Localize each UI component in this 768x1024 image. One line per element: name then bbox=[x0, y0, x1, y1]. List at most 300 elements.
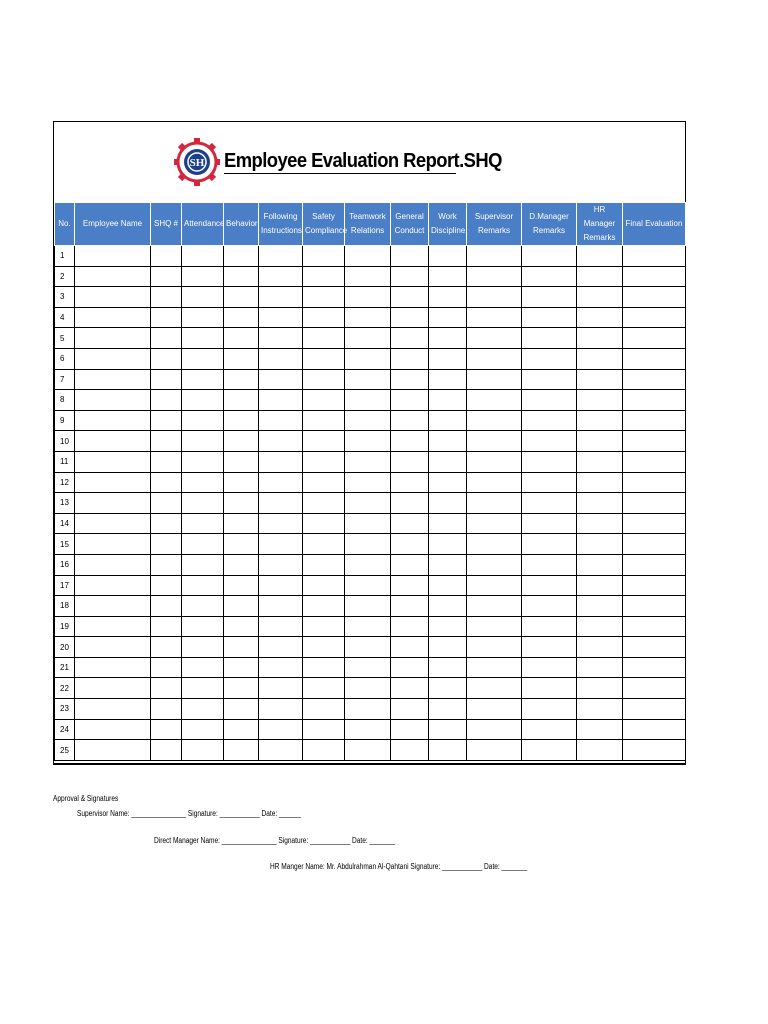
table-cell[interactable] bbox=[75, 616, 151, 637]
table-cell[interactable] bbox=[345, 246, 391, 267]
table-cell[interactable] bbox=[577, 596, 623, 617]
table-cell[interactable] bbox=[75, 699, 151, 720]
table-cell[interactable] bbox=[75, 307, 151, 328]
table-cell[interactable] bbox=[467, 513, 522, 534]
table-cell[interactable] bbox=[224, 348, 259, 369]
table-cell[interactable] bbox=[522, 637, 577, 658]
table-cell[interactable] bbox=[259, 369, 303, 390]
table-cell[interactable] bbox=[577, 719, 623, 740]
table-cell[interactable] bbox=[259, 287, 303, 308]
table-cell[interactable] bbox=[75, 390, 151, 411]
table-cell[interactable] bbox=[345, 390, 391, 411]
table-cell[interactable] bbox=[345, 410, 391, 431]
table-cell[interactable] bbox=[303, 637, 345, 658]
table-cell[interactable] bbox=[345, 637, 391, 658]
table-cell[interactable] bbox=[182, 328, 224, 349]
table-cell[interactable] bbox=[522, 513, 577, 534]
table-cell[interactable] bbox=[391, 246, 429, 267]
table-cell[interactable] bbox=[303, 513, 345, 534]
table-cell[interactable] bbox=[224, 287, 259, 308]
table-cell[interactable] bbox=[623, 369, 686, 390]
table-cell[interactable] bbox=[577, 307, 623, 328]
table-cell[interactable] bbox=[224, 390, 259, 411]
table-cell[interactable] bbox=[303, 369, 345, 390]
table-cell[interactable] bbox=[303, 575, 345, 596]
table-cell[interactable] bbox=[623, 740, 686, 761]
table-cell[interactable] bbox=[391, 410, 429, 431]
table-cell[interactable] bbox=[259, 472, 303, 493]
table-cell[interactable] bbox=[182, 554, 224, 575]
table-cell[interactable] bbox=[224, 637, 259, 658]
table-cell[interactable] bbox=[75, 431, 151, 452]
table-cell[interactable] bbox=[182, 246, 224, 267]
table-cell[interactable] bbox=[151, 451, 182, 472]
table-cell[interactable] bbox=[259, 328, 303, 349]
table-cell[interactable] bbox=[224, 369, 259, 390]
table-cell[interactable] bbox=[259, 534, 303, 555]
table-cell[interactable] bbox=[303, 699, 345, 720]
table-cell[interactable] bbox=[429, 246, 467, 267]
table-cell[interactable] bbox=[467, 348, 522, 369]
table-cell[interactable] bbox=[75, 678, 151, 699]
table-cell[interactable] bbox=[429, 678, 467, 699]
table-cell[interactable] bbox=[151, 678, 182, 699]
table-cell[interactable] bbox=[522, 596, 577, 617]
table-cell[interactable] bbox=[345, 431, 391, 452]
table-cell[interactable] bbox=[429, 657, 467, 678]
table-cell[interactable] bbox=[391, 328, 429, 349]
table-cell[interactable] bbox=[151, 390, 182, 411]
table-cell[interactable] bbox=[577, 493, 623, 514]
table-cell[interactable] bbox=[467, 534, 522, 555]
table-cell[interactable] bbox=[429, 575, 467, 596]
table-cell[interactable] bbox=[623, 678, 686, 699]
table-cell[interactable] bbox=[259, 493, 303, 514]
table-cell[interactable] bbox=[303, 266, 345, 287]
table-cell[interactable] bbox=[345, 307, 391, 328]
table-cell[interactable] bbox=[467, 657, 522, 678]
table-cell[interactable] bbox=[345, 493, 391, 514]
table-cell[interactable] bbox=[522, 472, 577, 493]
table-cell[interactable] bbox=[467, 678, 522, 699]
table-cell[interactable] bbox=[182, 513, 224, 534]
table-cell[interactable] bbox=[303, 348, 345, 369]
table-cell[interactable] bbox=[429, 699, 467, 720]
table-cell[interactable] bbox=[522, 369, 577, 390]
table-cell[interactable] bbox=[303, 616, 345, 637]
table-cell[interactable] bbox=[259, 246, 303, 267]
table-cell[interactable] bbox=[303, 410, 345, 431]
table-cell[interactable] bbox=[151, 657, 182, 678]
table-cell[interactable] bbox=[345, 616, 391, 637]
table-cell[interactable] bbox=[429, 390, 467, 411]
table-cell[interactable] bbox=[151, 410, 182, 431]
table-cell[interactable] bbox=[182, 657, 224, 678]
table-cell[interactable] bbox=[391, 699, 429, 720]
table-cell[interactable] bbox=[467, 451, 522, 472]
table-cell[interactable] bbox=[522, 328, 577, 349]
table-cell[interactable] bbox=[75, 410, 151, 431]
table-cell[interactable] bbox=[577, 575, 623, 596]
table-cell[interactable] bbox=[391, 390, 429, 411]
table-cell[interactable] bbox=[577, 266, 623, 287]
table-cell[interactable] bbox=[577, 431, 623, 452]
table-cell[interactable] bbox=[623, 328, 686, 349]
table-cell[interactable] bbox=[182, 637, 224, 658]
table-cell[interactable] bbox=[182, 678, 224, 699]
table-cell[interactable] bbox=[391, 575, 429, 596]
table-cell[interactable] bbox=[182, 348, 224, 369]
table-cell[interactable] bbox=[577, 246, 623, 267]
table-cell[interactable] bbox=[345, 699, 391, 720]
table-cell[interactable] bbox=[429, 451, 467, 472]
table-cell[interactable] bbox=[75, 287, 151, 308]
table-cell[interactable] bbox=[75, 575, 151, 596]
table-cell[interactable] bbox=[429, 719, 467, 740]
table-cell[interactable] bbox=[429, 307, 467, 328]
table-cell[interactable] bbox=[345, 451, 391, 472]
table-cell[interactable] bbox=[182, 596, 224, 617]
table-cell[interactable] bbox=[303, 307, 345, 328]
table-cell[interactable] bbox=[224, 431, 259, 452]
table-cell[interactable] bbox=[467, 410, 522, 431]
table-cell[interactable] bbox=[182, 493, 224, 514]
table-cell[interactable] bbox=[577, 657, 623, 678]
table-cell[interactable] bbox=[577, 287, 623, 308]
table-cell[interactable] bbox=[623, 637, 686, 658]
table-cell[interactable] bbox=[224, 451, 259, 472]
table-cell[interactable] bbox=[182, 266, 224, 287]
table-cell[interactable] bbox=[623, 513, 686, 534]
table-cell[interactable] bbox=[345, 534, 391, 555]
table-cell[interactable] bbox=[623, 657, 686, 678]
table-cell[interactable] bbox=[623, 699, 686, 720]
table-cell[interactable] bbox=[224, 246, 259, 267]
table-cell[interactable] bbox=[345, 678, 391, 699]
table-cell[interactable] bbox=[577, 328, 623, 349]
table-cell[interactable] bbox=[224, 616, 259, 637]
table-cell[interactable] bbox=[467, 493, 522, 514]
table-cell[interactable] bbox=[522, 554, 577, 575]
table-cell[interactable] bbox=[75, 451, 151, 472]
table-cell[interactable] bbox=[467, 328, 522, 349]
table-cell[interactable] bbox=[303, 678, 345, 699]
supervisor-signature-line[interactable]: Supervisor Name: _______________ Signature: ___________ Date: ______ bbox=[77, 809, 301, 818]
table-cell[interactable] bbox=[391, 513, 429, 534]
table-cell[interactable] bbox=[467, 740, 522, 761]
table-cell[interactable] bbox=[577, 554, 623, 575]
table-cell[interactable] bbox=[345, 369, 391, 390]
table-cell[interactable] bbox=[429, 348, 467, 369]
table-cell[interactable] bbox=[522, 431, 577, 452]
table-cell[interactable] bbox=[151, 699, 182, 720]
table-cell[interactable] bbox=[224, 596, 259, 617]
table-cell[interactable] bbox=[224, 678, 259, 699]
table-cell[interactable] bbox=[259, 348, 303, 369]
table-cell[interactable] bbox=[467, 575, 522, 596]
table-cell[interactable] bbox=[259, 513, 303, 534]
table-cell[interactable] bbox=[623, 616, 686, 637]
table-cell[interactable] bbox=[623, 431, 686, 452]
table-cell[interactable] bbox=[467, 246, 522, 267]
table-cell[interactable] bbox=[522, 410, 577, 431]
table-cell[interactable] bbox=[577, 678, 623, 699]
table-cell[interactable] bbox=[467, 390, 522, 411]
table-cell[interactable] bbox=[259, 410, 303, 431]
table-cell[interactable] bbox=[303, 596, 345, 617]
table-cell[interactable] bbox=[259, 740, 303, 761]
table-cell[interactable] bbox=[345, 328, 391, 349]
table-cell[interactable] bbox=[623, 719, 686, 740]
table-cell[interactable] bbox=[75, 369, 151, 390]
table-cell[interactable] bbox=[151, 596, 182, 617]
table-cell[interactable] bbox=[391, 657, 429, 678]
table-cell[interactable] bbox=[303, 451, 345, 472]
table-cell[interactable] bbox=[577, 348, 623, 369]
table-cell[interactable] bbox=[224, 493, 259, 514]
table-cell[interactable] bbox=[577, 699, 623, 720]
table-cell[interactable] bbox=[429, 266, 467, 287]
table-cell[interactable] bbox=[75, 513, 151, 534]
table-cell[interactable] bbox=[182, 287, 224, 308]
table-cell[interactable] bbox=[577, 740, 623, 761]
table-cell[interactable] bbox=[522, 616, 577, 637]
table-cell[interactable] bbox=[577, 451, 623, 472]
table-cell[interactable] bbox=[345, 554, 391, 575]
table-cell[interactable] bbox=[577, 637, 623, 658]
table-cell[interactable] bbox=[623, 554, 686, 575]
table-cell[interactable] bbox=[182, 575, 224, 596]
table-cell[interactable] bbox=[522, 493, 577, 514]
table-cell[interactable] bbox=[182, 369, 224, 390]
table-cell[interactable] bbox=[467, 369, 522, 390]
table-cell[interactable] bbox=[345, 575, 391, 596]
table-cell[interactable] bbox=[623, 390, 686, 411]
table-cell[interactable] bbox=[224, 410, 259, 431]
table-cell[interactable] bbox=[467, 596, 522, 617]
table-cell[interactable] bbox=[259, 637, 303, 658]
table-cell[interactable] bbox=[391, 451, 429, 472]
table-cell[interactable] bbox=[151, 287, 182, 308]
table-cell[interactable] bbox=[623, 410, 686, 431]
table-cell[interactable] bbox=[623, 596, 686, 617]
table-cell[interactable] bbox=[259, 266, 303, 287]
table-cell[interactable] bbox=[391, 307, 429, 328]
table-cell[interactable] bbox=[224, 472, 259, 493]
table-cell[interactable] bbox=[345, 513, 391, 534]
table-cell[interactable] bbox=[429, 369, 467, 390]
table-cell[interactable] bbox=[429, 431, 467, 452]
table-cell[interactable] bbox=[303, 493, 345, 514]
table-cell[interactable] bbox=[151, 307, 182, 328]
table-cell[interactable] bbox=[345, 719, 391, 740]
table-cell[interactable] bbox=[303, 534, 345, 555]
table-cell[interactable] bbox=[151, 493, 182, 514]
table-cell[interactable] bbox=[429, 328, 467, 349]
table-cell[interactable] bbox=[623, 534, 686, 555]
table-cell[interactable] bbox=[75, 534, 151, 555]
table-cell[interactable] bbox=[151, 575, 182, 596]
hr-manager-signature-line[interactable]: HR Manger Name: Mr. Abdulrahman Al-Qahtani Signature: ___________ Date: _______ bbox=[270, 862, 528, 871]
table-cell[interactable] bbox=[182, 534, 224, 555]
table-cell[interactable] bbox=[182, 719, 224, 740]
table-cell[interactable] bbox=[224, 266, 259, 287]
table-cell[interactable] bbox=[623, 472, 686, 493]
table-cell[interactable] bbox=[467, 616, 522, 637]
table-cell[interactable] bbox=[577, 410, 623, 431]
table-cell[interactable] bbox=[182, 616, 224, 637]
table-cell[interactable] bbox=[429, 410, 467, 431]
table-cell[interactable] bbox=[151, 348, 182, 369]
table-cell[interactable] bbox=[182, 740, 224, 761]
table-cell[interactable] bbox=[303, 554, 345, 575]
table-cell[interactable] bbox=[75, 348, 151, 369]
table-cell[interactable] bbox=[345, 287, 391, 308]
table-cell[interactable] bbox=[151, 513, 182, 534]
table-cell[interactable] bbox=[467, 637, 522, 658]
table-cell[interactable] bbox=[75, 554, 151, 575]
table-cell[interactable] bbox=[577, 472, 623, 493]
table-cell[interactable] bbox=[182, 699, 224, 720]
table-cell[interactable] bbox=[182, 451, 224, 472]
table-cell[interactable] bbox=[259, 719, 303, 740]
table-cell[interactable] bbox=[345, 348, 391, 369]
table-cell[interactable] bbox=[224, 740, 259, 761]
table-cell[interactable] bbox=[391, 369, 429, 390]
table-cell[interactable] bbox=[75, 719, 151, 740]
table-cell[interactable] bbox=[522, 390, 577, 411]
table-cell[interactable] bbox=[577, 513, 623, 534]
table-cell[interactable] bbox=[75, 328, 151, 349]
table-cell[interactable] bbox=[259, 307, 303, 328]
table-cell[interactable] bbox=[522, 740, 577, 761]
table-cell[interactable] bbox=[522, 699, 577, 720]
table-cell[interactable] bbox=[303, 431, 345, 452]
table-cell[interactable] bbox=[151, 328, 182, 349]
table-cell[interactable] bbox=[75, 596, 151, 617]
table-cell[interactable] bbox=[151, 616, 182, 637]
table-cell[interactable] bbox=[577, 390, 623, 411]
table-cell[interactable] bbox=[345, 266, 391, 287]
table-cell[interactable] bbox=[151, 554, 182, 575]
table-cell[interactable] bbox=[391, 472, 429, 493]
table-cell[interactable] bbox=[259, 554, 303, 575]
table-cell[interactable] bbox=[151, 740, 182, 761]
table-cell[interactable] bbox=[151, 431, 182, 452]
table-cell[interactable] bbox=[182, 472, 224, 493]
table-cell[interactable] bbox=[429, 513, 467, 534]
table-cell[interactable] bbox=[75, 266, 151, 287]
table-cell[interactable] bbox=[182, 431, 224, 452]
table-cell[interactable] bbox=[467, 472, 522, 493]
table-cell[interactable] bbox=[623, 246, 686, 267]
table-cell[interactable] bbox=[391, 678, 429, 699]
table-cell[interactable] bbox=[467, 431, 522, 452]
table-cell[interactable] bbox=[577, 534, 623, 555]
table-cell[interactable] bbox=[224, 307, 259, 328]
table-cell[interactable] bbox=[623, 266, 686, 287]
table-cell[interactable] bbox=[391, 266, 429, 287]
table-cell[interactable] bbox=[182, 410, 224, 431]
table-cell[interactable] bbox=[391, 637, 429, 658]
table-cell[interactable] bbox=[224, 719, 259, 740]
table-cell[interactable] bbox=[259, 451, 303, 472]
table-cell[interactable] bbox=[391, 596, 429, 617]
table-cell[interactable] bbox=[467, 287, 522, 308]
table-cell[interactable] bbox=[577, 616, 623, 637]
table-cell[interactable] bbox=[391, 348, 429, 369]
table-cell[interactable] bbox=[259, 431, 303, 452]
table-cell[interactable] bbox=[623, 348, 686, 369]
table-cell[interactable] bbox=[391, 493, 429, 514]
direct-manager-signature-line[interactable]: Direct Manager Name: _______________ Signature: ___________ Date: _______ bbox=[154, 836, 396, 845]
table-cell[interactable] bbox=[151, 369, 182, 390]
table-cell[interactable] bbox=[429, 493, 467, 514]
table-cell[interactable] bbox=[391, 740, 429, 761]
table-cell[interactable] bbox=[522, 575, 577, 596]
table-cell[interactable] bbox=[391, 287, 429, 308]
table-cell[interactable] bbox=[75, 637, 151, 658]
table-cell[interactable] bbox=[75, 472, 151, 493]
table-cell[interactable] bbox=[345, 740, 391, 761]
table-cell[interactable] bbox=[467, 554, 522, 575]
table-cell[interactable] bbox=[303, 390, 345, 411]
table-cell[interactable] bbox=[151, 246, 182, 267]
table-cell[interactable] bbox=[224, 534, 259, 555]
table-cell[interactable] bbox=[75, 740, 151, 761]
table-cell[interactable] bbox=[623, 287, 686, 308]
table-cell[interactable] bbox=[623, 451, 686, 472]
table-cell[interactable] bbox=[522, 678, 577, 699]
table-cell[interactable] bbox=[75, 657, 151, 678]
table-cell[interactable] bbox=[467, 719, 522, 740]
table-cell[interactable] bbox=[522, 534, 577, 555]
table-cell[interactable] bbox=[522, 451, 577, 472]
table-cell[interactable] bbox=[182, 307, 224, 328]
table-cell[interactable] bbox=[467, 307, 522, 328]
table-cell[interactable] bbox=[303, 657, 345, 678]
table-cell[interactable] bbox=[391, 554, 429, 575]
table-cell[interactable] bbox=[345, 596, 391, 617]
table-cell[interactable] bbox=[224, 513, 259, 534]
table-cell[interactable] bbox=[224, 699, 259, 720]
table-cell[interactable] bbox=[522, 348, 577, 369]
table-cell[interactable] bbox=[224, 575, 259, 596]
table-cell[interactable] bbox=[467, 266, 522, 287]
table-cell[interactable] bbox=[151, 719, 182, 740]
table-cell[interactable] bbox=[303, 328, 345, 349]
table-cell[interactable] bbox=[151, 472, 182, 493]
table-cell[interactable] bbox=[522, 657, 577, 678]
table-cell[interactable] bbox=[224, 657, 259, 678]
table-cell[interactable] bbox=[259, 390, 303, 411]
table-cell[interactable] bbox=[522, 287, 577, 308]
table-cell[interactable] bbox=[429, 596, 467, 617]
table-cell[interactable] bbox=[151, 637, 182, 658]
table-cell[interactable] bbox=[467, 699, 522, 720]
table-cell[interactable] bbox=[259, 657, 303, 678]
table-cell[interactable] bbox=[522, 266, 577, 287]
table-cell[interactable] bbox=[303, 246, 345, 267]
table-cell[interactable] bbox=[623, 493, 686, 514]
table-cell[interactable] bbox=[182, 390, 224, 411]
table-cell[interactable] bbox=[303, 472, 345, 493]
table-cell[interactable] bbox=[259, 699, 303, 720]
table-cell[interactable] bbox=[429, 534, 467, 555]
table-cell[interactable] bbox=[429, 472, 467, 493]
table-cell[interactable] bbox=[429, 287, 467, 308]
table-cell[interactable] bbox=[522, 307, 577, 328]
